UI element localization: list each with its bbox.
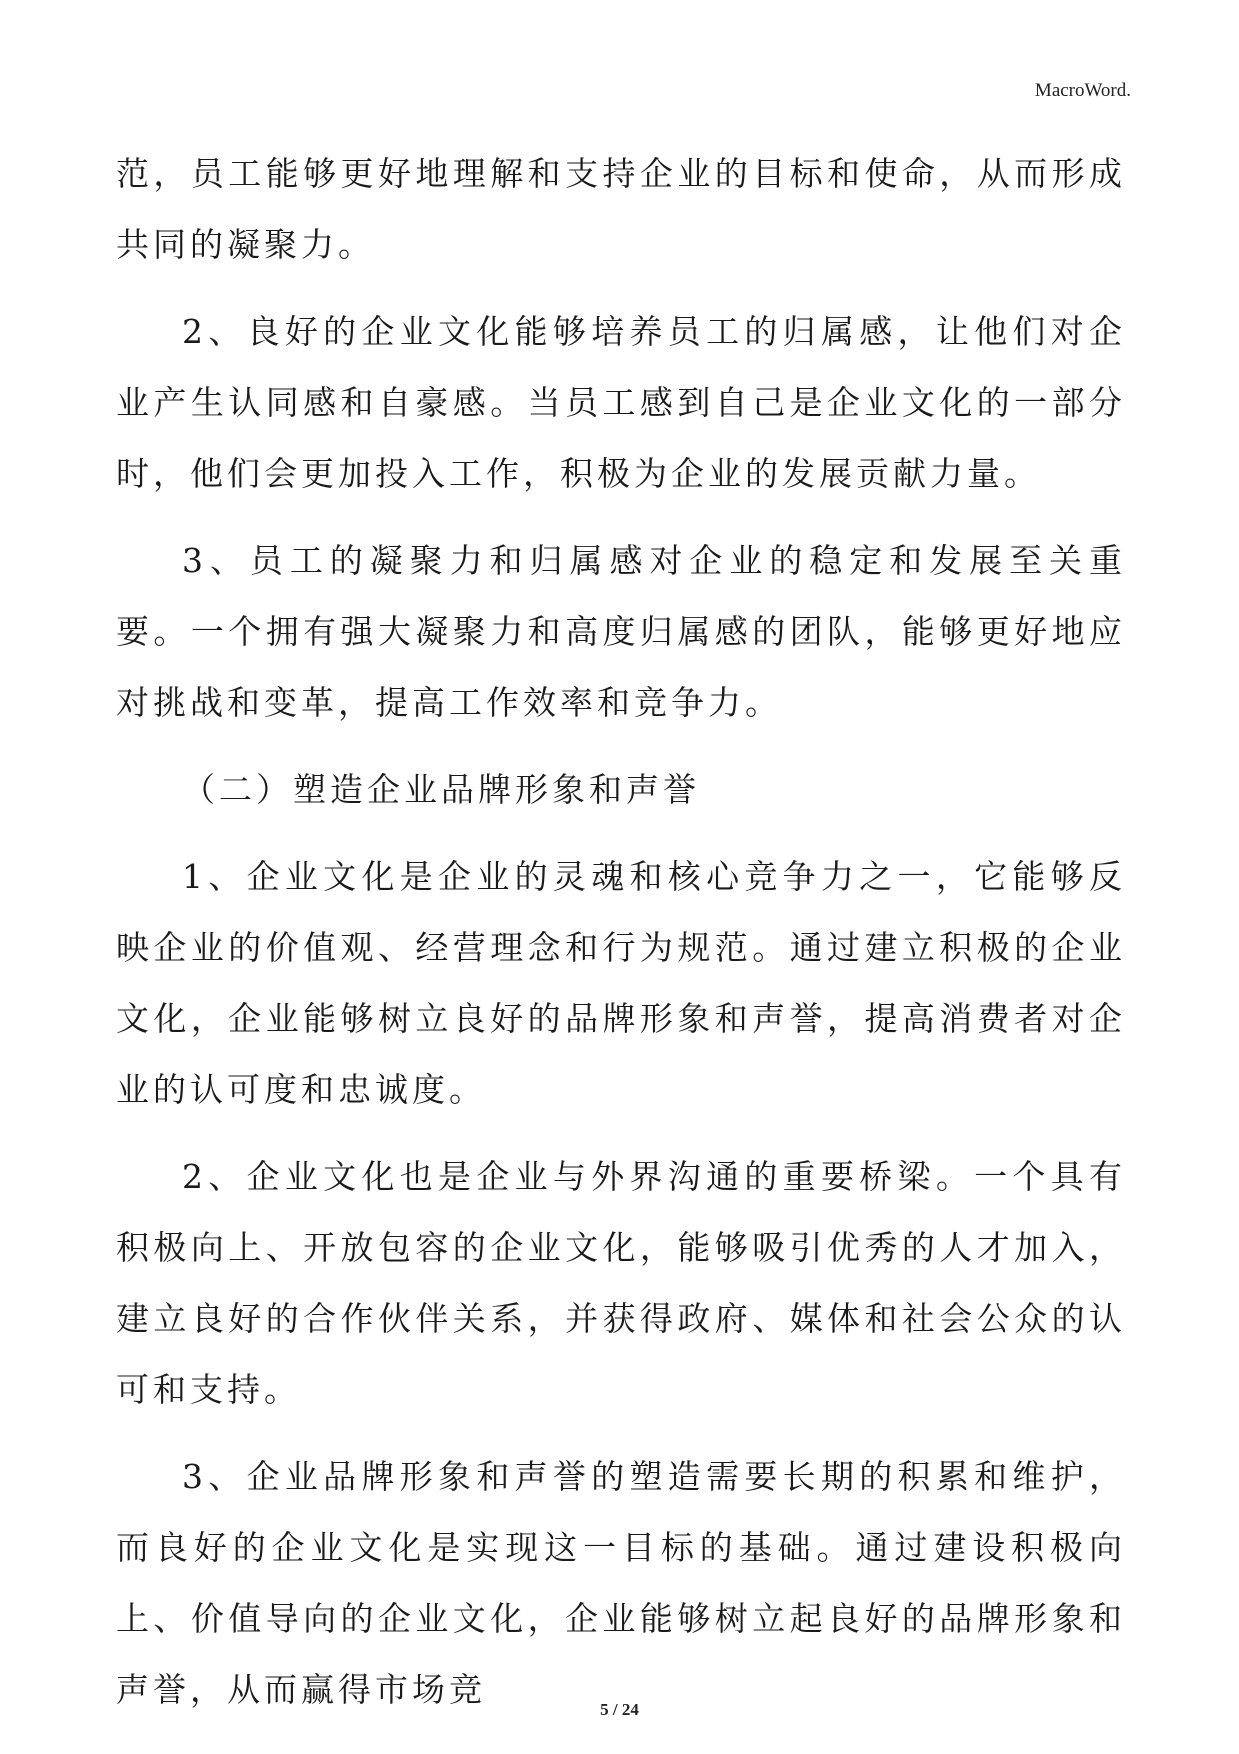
paragraph: 范，员工能够更好地理解和支持企业的目标和使命，从而形成共同的凝聚力。 bbox=[116, 154, 1126, 264]
header-brand: MacroWord. bbox=[1034, 80, 1131, 101]
document-body bbox=[116, 138, 1126, 1741]
paragraph: 2、良好的企业文化能够培养员工的归属感，让他们对企业产生认同感和自豪感。当员工感到自己是企业文化的一部分时，他们会更加投入工作，积极为企业的发展贡献力量。 bbox=[116, 312, 1126, 493]
paragraph: 1、企业文化是企业的灵魂和核心竞争力之一，它能够反映企业的价值观、经营理念和行为规范。通过建立积极的企业文化，企业能够树立良好的品牌形象和声誉，提高消费者对企业的认可度和忠诚度。 bbox=[116, 857, 1126, 1109]
paragraph: 3、企业品牌形象和声誉的塑造需要长期的积累和维护，而良好的企业文化是实现这一目标的基础。通过建设积极向上、价值导向的企业文化，企业能够树立起良好的品牌形象和声誉，从而赢得市场竞 bbox=[116, 1457, 1126, 1709]
section-heading: （二）塑造企业品牌形象和声誉 bbox=[182, 770, 700, 809]
page-number: 5 / 24 bbox=[600, 1700, 639, 1719]
paragraph: 2、企业文化也是企业与外界沟通的重要桥梁。一个具有积极向上、开放包容的企业文化，能够吸引优秀的人才加入，建立良好的合作伙伴关系，并获得政府、媒体和社会公众的认可和支持。 bbox=[116, 1157, 1126, 1409]
paragraph: 3、员工的凝聚力和归属感对企业的稳定和发展至关重要。一个拥有强大凝聚力和高度归属感的团队，能够更好地应对挑战和变革，提高工作效率和竞争力。 bbox=[116, 541, 1126, 722]
